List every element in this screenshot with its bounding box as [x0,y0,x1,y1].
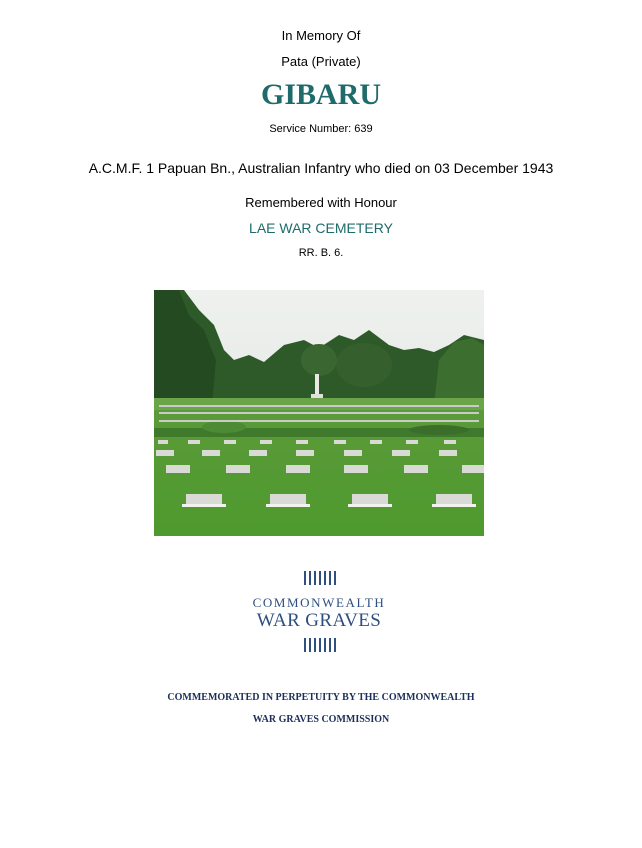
cwgc-logo [246,568,392,656]
in-memory-heading: In Memory Of [281,28,361,43]
surname-title: GIBARU [260,78,381,111]
service-number: Service Number: 639 [269,123,373,135]
footer-line-1: COMMEMORATED IN PERPETUITY BY THE COMMONWEALTH [167,692,475,703]
logo-bars-icon [246,637,392,653]
logo-line-2: WAR GRAVES [256,610,382,631]
cemetery-photo [154,290,484,536]
grave-reference: RR. B. 6. [298,247,344,259]
footer-line-2: WAR GRAVES COMMISSION [252,714,390,725]
rank-label: Pata (Private) [281,54,361,69]
remembered-with-honour: Remembered with Honour [245,195,397,210]
cemetery-name: LAE WAR CEMETERY [249,220,393,236]
unit-and-date: A.C.M.F. 1 Papuan Bn., Australian Infantry who died on 03 December 1943 [88,160,554,176]
logo-line-1: COMMONWEALTH [252,595,386,610]
logo-bars-icon [246,570,392,586]
